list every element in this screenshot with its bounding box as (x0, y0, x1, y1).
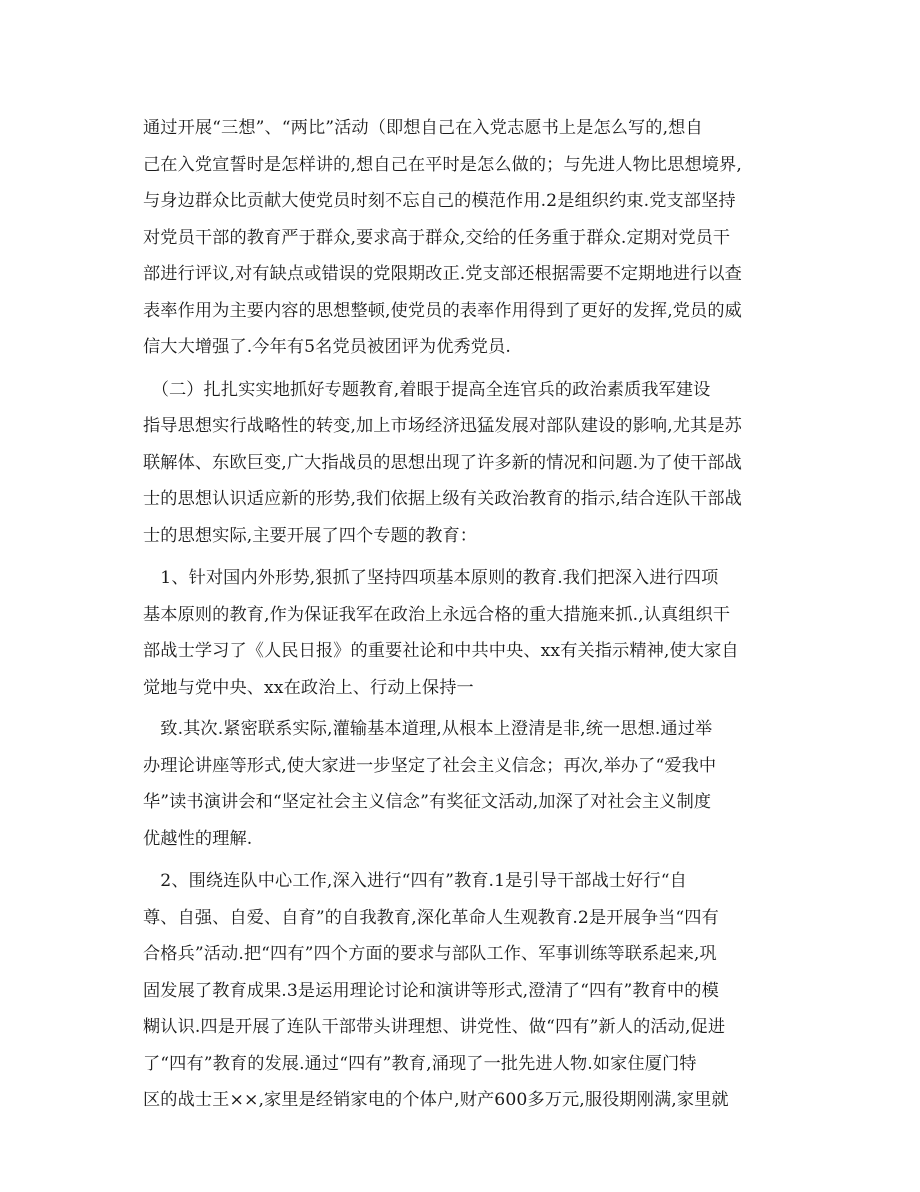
text-line: 联解体、东欧巨变,广大指战员的思想出现了许多新的情况和问题.为了使干部战 (143, 452, 742, 473)
text-line: 己在入党宣誓时是怎样讲的,想自己在平时是怎么做的；与先进人物比思想境界, (143, 154, 742, 175)
text-line: 基本原则的教育,作为保证我军在政治上永远合格的重大措施来抓.,认真组织干 (143, 604, 731, 625)
text-line: 表率作用为主要内容的思想整顿,使党员的表率作用得到了更好的发挥,党员的威 (143, 300, 742, 321)
text-line: 对党员干部的教育严于群众,要求高于群众,交给的任务重于群众.定期对党员干 (143, 227, 731, 248)
text-line: 合格兵”活动.把“四有”四个方面的要求与部队工作、军事训练等联系起来,巩 (143, 944, 717, 964)
document-body (143, 110, 795, 1119)
text-line: 指导思想实行战略性的转变,加上市场经济迅猛发展对部队建设的影响,尤其是苏 (143, 416, 742, 436)
text-line: 2、围绕连队中心工作,深入进行“四有”教育.1是引导干部战士好行“自 (143, 871, 687, 891)
paragraph-party-activities (143, 110, 795, 366)
text-line: （二）扎扎实实地抓好专题教育,着眼于提高全连官兵的政治素质我军建设 (143, 379, 711, 400)
paragraph-special-education (143, 372, 795, 555)
text-line: 觉地与党中央、xx在政治上、行动上保持一 (143, 677, 474, 698)
text-line: 区的战士王××,家里是经销家电的个体户,财产600多万元,服役期刚满,家里就 (143, 1090, 729, 1110)
text-line: 固发展了教育成果.3是运用理论讨论和演讲等形式,澄清了“四有”教育中的模 (143, 980, 719, 1001)
text-line: 通过开展“三想”、“两比”活动（即想自己在入党志愿书上是怎么写的,想自 (143, 118, 703, 138)
paragraph-item-1-continued (143, 711, 795, 857)
text-line: 尊、自强、自爱、自育”的自我教育,深化革命人生观教育.2是开展争当“四有 (143, 907, 719, 928)
text-line: 士的思想实际,主要开展了四个专题的教育： (143, 525, 478, 546)
text-line: 1、针对国内外形势,狠抓了坚持四项基本原则的教育.我们把深入进行四项 (143, 568, 719, 588)
text-line: 优越性的理解. (143, 828, 253, 849)
text-line: 信大大增强了.今年有5名党员被团评为优秀党员. (143, 337, 511, 357)
text-line: 华”读书演讲会和“坚定社会主义信念”有奖征文活动,加深了对社会主义制度 (143, 792, 712, 812)
text-line: 与身边群众比贡献大使党员时刻不忘自己的模范作用.2是组织约束.党支部坚持 (143, 191, 736, 211)
text-line: 士的思想认识适应新的形势,我们依据上级有关政治教育的指示,结合连队干部战 (143, 489, 742, 509)
text-line: 致.其次.紧密联系实际,灌输基本道理,从根本上澄清是非,统一思想.通过举 (143, 719, 713, 739)
text-line: 部战士学习了《人民日报》的重要社论和中共中央、xx有关指示精神,使大家自 (143, 641, 739, 661)
text-line: 部进行评议,对有缺点或错误的党限期改正.党支部还根据需要不定期地进行以查 (143, 264, 742, 284)
paragraph-item-1 (143, 560, 795, 706)
text-line: 办理论讲座等形式,使大家进一步坚定了社会主义信念；再次,举办了“爱我中 (143, 755, 717, 776)
paragraph-item-2 (143, 863, 795, 1119)
text-line: 糊认识.四是开展了连队干部带头讲理想、讲党性、做“四有”新人的活动,促进 (143, 1017, 726, 1037)
text-line: 了“四有”教育的发展.通过“四有”教育,涌现了一批先进人物.如家住厦门特 (143, 1053, 697, 1074)
